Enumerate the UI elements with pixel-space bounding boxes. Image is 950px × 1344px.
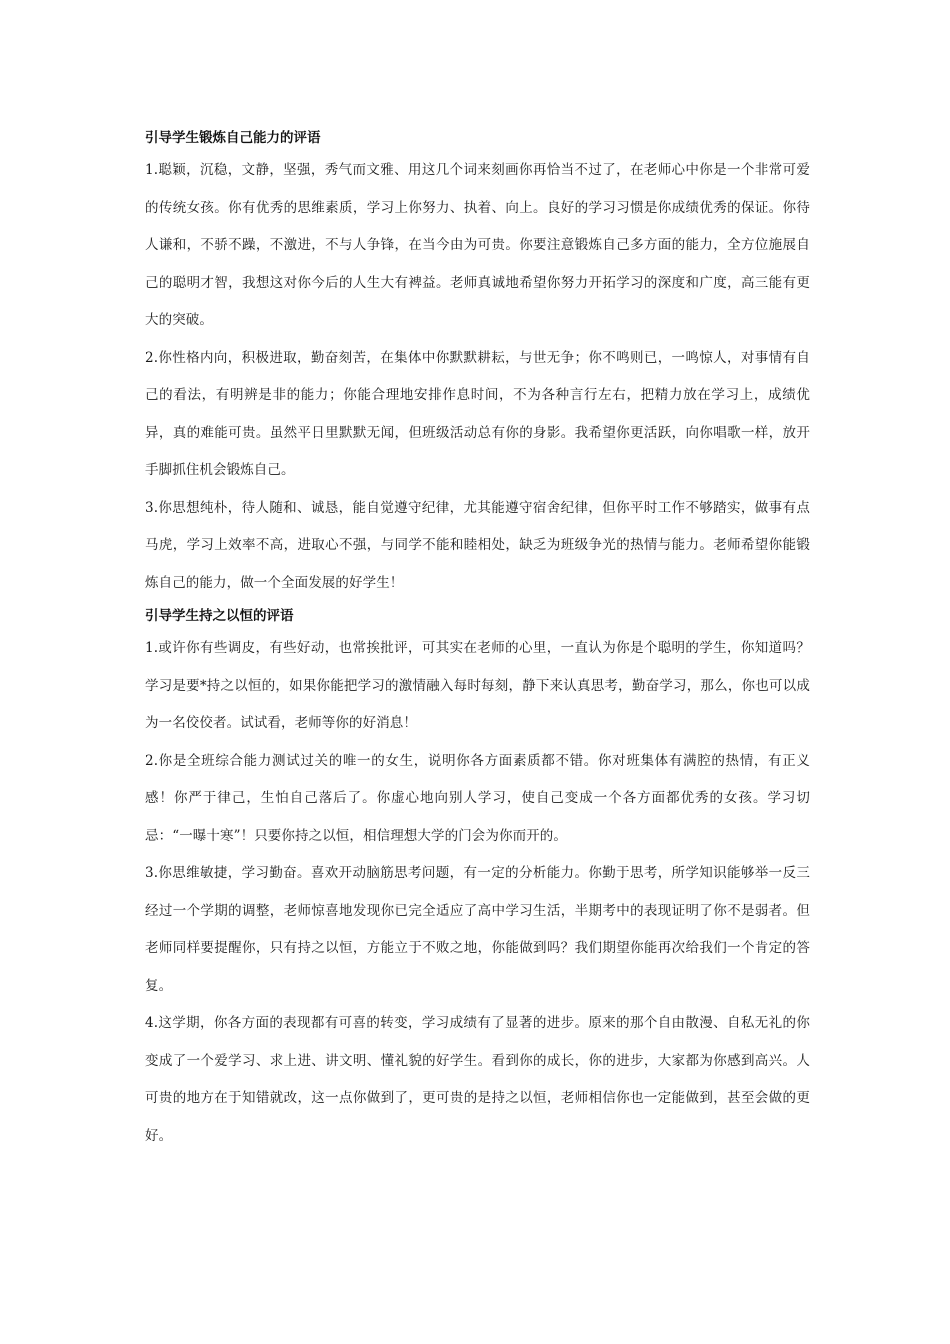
paragraph: 3.你思想纯朴，待人随和、诚恳，能自觉遵守纪律，尤其能遵守宿舍纪律，但你平时工作不够踏实，做事有点马虎，学习上效率不高，进取心不强，与同学不能和睦相处，缺乏为班级争光的热情与能力。老师希望你能锻炼自己的能力，做一个全面发展的好学生！ — [145, 499, 810, 591]
section-title: 引导学生锻炼自己能力的评语 — [145, 130, 321, 146]
paragraph: 1.聪颖，沉稳，文静，坚强，秀气而文雅、用这几个词来刻画你再恰当不过了，在老师心中你是一个非常可爱的传统女孩。你有优秀的思维素质，学习上你努力、执着、向上。良好的学习习惯是你成绩优秀的保证。你待人谦和，不骄不躁，不激进，不与人争锋，在当今由为可贵。你要注意锻炼自己多方面的能力，全方位施展自己的聪明才智，我想这对你今后的人生大有裨益。老师真诚地希望你努力开拓学习的深度和广度，高三能有更大的突破。 — [145, 162, 810, 328]
paragraph: 2.你是全班综合能力测试过关的唯一的女生，说明你各方面素质都不错。你对班集体有满腔的热情，有正义感！你严于律己，生怕自己落后了。你虚心地向别人学习，使自己变成一个各方面都优秀的女孩。学习切忌：“一曝十寒”！只要你持之以恒，相信理想大学的门会为你而开的。 — [145, 752, 810, 844]
paragraph: 1.或许你有些调皮，有些好动，也常挨批评，可其实在老师的心里，一直认为你是个聪明的学生，你知道吗？学习是要*持之以恒的，如果你能把学习的激情融入每时每刻，静下来认真思考，勤奋学习，那么，你也可以成为一名佼佼者。试试看，老师等你的好消息！ — [145, 640, 810, 731]
section-perseverance — [145, 602, 810, 1155]
paragraph: 4.这学期，你各方面的表现都有可喜的转变，学习成绩有了显著的进步。原来的那个自由散漫、自私无礼的你变成了一个爱学习、求上进、讲文明、懂礼貌的好学生。看到你的成长，你的进步，大家都为你感到高兴。人可贵的地方在于知错就改，这一点你做到了，更可贵的是持之以恒，老师相信你也一定能做到，甚至会做的更好。 — [145, 1015, 810, 1144]
document-page — [145, 124, 810, 1155]
section-title: 引导学生持之以恒的评语 — [145, 608, 294, 624]
section-ability — [145, 124, 810, 602]
paragraph: 2.你性格内向，积极进取，勤奋刻苦，在集体中你默默耕耘，与世无争；你不鸣则已，一鸣惊人，对事情有自己的看法，有明辨是非的能力；你能合理地安排作息时间，不为各种言行左右，把精力放在学习上，成绩优异，真的难能可贵。虽然平日里默默无闻，但班级活动总有你的身影。我希望你更活跃，向你唱歌一样，放开手脚抓住机会锻炼自己。 — [145, 349, 810, 478]
paragraph: 3.你思维敏捷，学习勤奋。喜欢开动脑筋思考问题，有一定的分析能力。你勤于思考，所学知识能够举一反三经过一个学期的调整，老师惊喜地发现你已完全适应了高中学习生活，半期考中的表现证明了你不是弱者。但老师同样要提醒你，只有持之以恒，方能立于不败之地，你能做到吗？我们期望你能再次给我们一个肯定的答复。 — [145, 865, 810, 994]
